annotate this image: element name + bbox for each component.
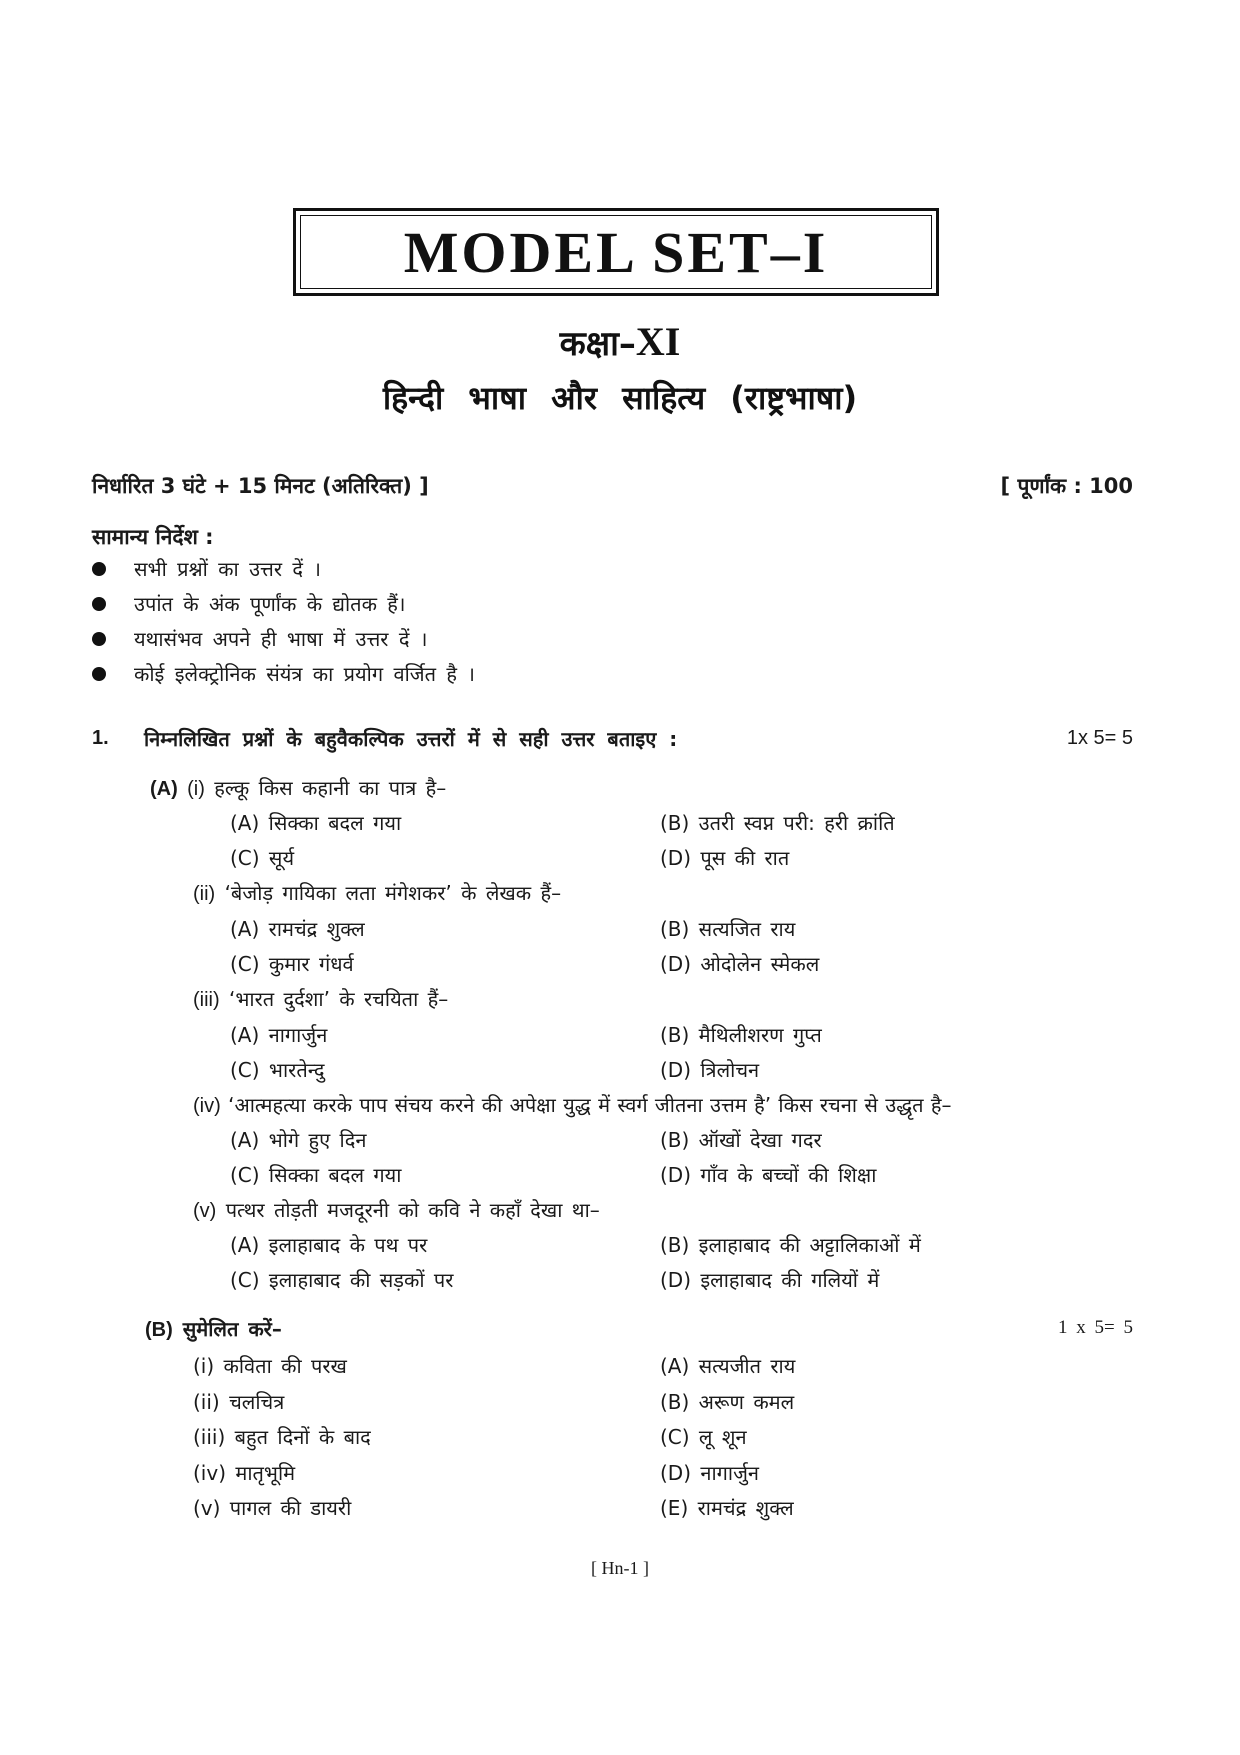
match-right-item: (C) लू शून — [660, 1425, 747, 1449]
bullet-icon — [92, 667, 106, 681]
mcq-item-v — [193, 1196, 600, 1223]
bullet-icon — [92, 632, 106, 646]
mcq-question: ‘बेजोड़ गायिका लता मंगेशकर’ के लेखक हैं– — [224, 881, 562, 905]
instructions-heading: सामान्य निर्देश : — [92, 525, 214, 549]
option-b: (B) उतरी स्वप्न परी: हरी क्रांति — [660, 811, 895, 835]
instruction-item: सभी प्रश्नों का उत्तर दें । — [92, 555, 321, 582]
page-number: [ Hn-1 ] — [591, 1558, 649, 1578]
mcq-number: (v) — [193, 1200, 217, 1222]
mcq-question: हल्कू किस कहानी का पात्र है– — [214, 776, 447, 800]
option-d: (D) गाँव के बच्चों की शिक्षा — [660, 1163, 877, 1187]
option-b: (B) मैथिलीशरण गुप्त — [660, 1023, 822, 1047]
match-left-item: (iii) बहुत दिनों के बाद — [193, 1425, 371, 1449]
title-box — [293, 208, 939, 296]
part-b-label: (B) — [145, 1319, 173, 1341]
mcq-item-iv — [193, 1091, 952, 1118]
instruction-item: उपांत के अंक पूर्णांक के द्योतक हैं। — [92, 590, 406, 617]
part-b-heading — [145, 1315, 282, 1342]
class-prefix: कक्षा– — [559, 324, 636, 364]
mcq-question: ‘आत्महत्या करके पाप संचय करने की अपेक्षा युद्ध में स्वर्ग जीतना उत्तम है’ किस रचना से उद्धृत है– — [228, 1093, 952, 1117]
option-b: (B) ऑखों देखा गदर — [660, 1128, 822, 1152]
page-title: MODEL SET–I — [403, 219, 829, 285]
match-left-item: (ii) चलचित्र — [193, 1390, 285, 1414]
mcq-item-iii — [193, 985, 448, 1012]
time-allowed: निर्धारित 3 घंटे + 15 मिनट (अतिरिक्त) ] — [92, 474, 429, 498]
match-left-item: (iv) मातृभूमि — [193, 1461, 296, 1485]
question-marks: 1x 5= 5 — [1066, 727, 1133, 749]
instruction-item: यथासंभव अपने ही भाषा में उत्तर दें । — [92, 625, 427, 652]
option-d: (D) त्रिलोचन — [660, 1058, 760, 1082]
option-c: (C) कुमार गंधर्व — [230, 952, 354, 976]
part-b-marks: 1 x 5= 5 — [1058, 1317, 1133, 1338]
option-a: (A) सिक्का बदल गया — [230, 811, 402, 835]
part-b-title: सुमेलित करें– — [182, 1317, 282, 1341]
class-line — [0, 318, 1240, 365]
option-c: (C) भारतेन्दु — [230, 1058, 325, 1082]
subject-title: हिन्दी भाषा और साहित्य (राष्ट्रभाषा) — [382, 379, 858, 417]
mcq-number: (iv) — [193, 1095, 221, 1117]
match-right-item: (B) अरूण कमल — [660, 1390, 795, 1414]
mcq-number: (i) — [187, 778, 205, 800]
match-left-item: (i) कविता की परख — [193, 1354, 347, 1378]
mcq-number: (iii) — [193, 989, 220, 1011]
match-right-item: (A) सत्यजीत राय — [660, 1354, 796, 1378]
match-left-item: (v) पागल की डायरी — [193, 1496, 352, 1520]
full-marks: [ पूर्णांक : 100 — [1000, 474, 1133, 498]
option-a: (A) नागार्जुन — [230, 1023, 328, 1047]
option-d: (D) ओदोलेन स्मेकल — [660, 952, 820, 976]
mcq-number: (ii) — [193, 883, 216, 905]
bullet-icon — [92, 562, 106, 576]
option-b: (B) सत्यजित राय — [660, 917, 796, 941]
option-b: (B) इलाहाबाद की अट्टालिकाओं में — [660, 1233, 921, 1257]
mcq-question: पत्थर तोड़ती मजदूरनी को कवि ने कहाँ देखा था– — [225, 1198, 600, 1222]
option-c: (C) इलाहाबाद की सड़कों पर — [230, 1268, 454, 1292]
option-c: (C) सिक्का बदल गया — [230, 1163, 402, 1187]
match-right-item: (D) नागार्जुन — [660, 1461, 760, 1485]
mcq-question: ‘भारत दुर्दशा’ के रचयिता हैं– — [229, 987, 449, 1011]
option-c: (C) सूर्य — [230, 846, 295, 870]
question-text: निम्नलिखित प्रश्नों के बहुवैकल्पिक उत्तरों में से सही उत्तर बताइए : — [144, 727, 678, 751]
class-roman: XI — [635, 319, 681, 364]
option-a: (A) रामचंद्र शुक्ल — [230, 917, 365, 941]
question-number: 1. — [92, 727, 109, 749]
mcq-item-i — [150, 774, 446, 801]
instruction-item: कोई इलेक्ट्रोनिक संयंत्र का प्रयोग वर्जित है । — [92, 660, 475, 687]
bullet-icon — [92, 597, 106, 611]
option-a: (A) भोगे हुए दिन — [230, 1128, 367, 1152]
mcq-item-ii — [193, 879, 561, 906]
match-right-item: (E) रामचंद्र शुक्ल — [660, 1496, 794, 1520]
part-a-label: (A) — [150, 778, 178, 800]
option-a: (A) इलाहाबाद के पथ पर — [230, 1233, 428, 1257]
option-d: (D) पूस की रात — [660, 846, 790, 870]
option-d: (D) इलाहाबाद की गलियों में — [660, 1268, 880, 1292]
